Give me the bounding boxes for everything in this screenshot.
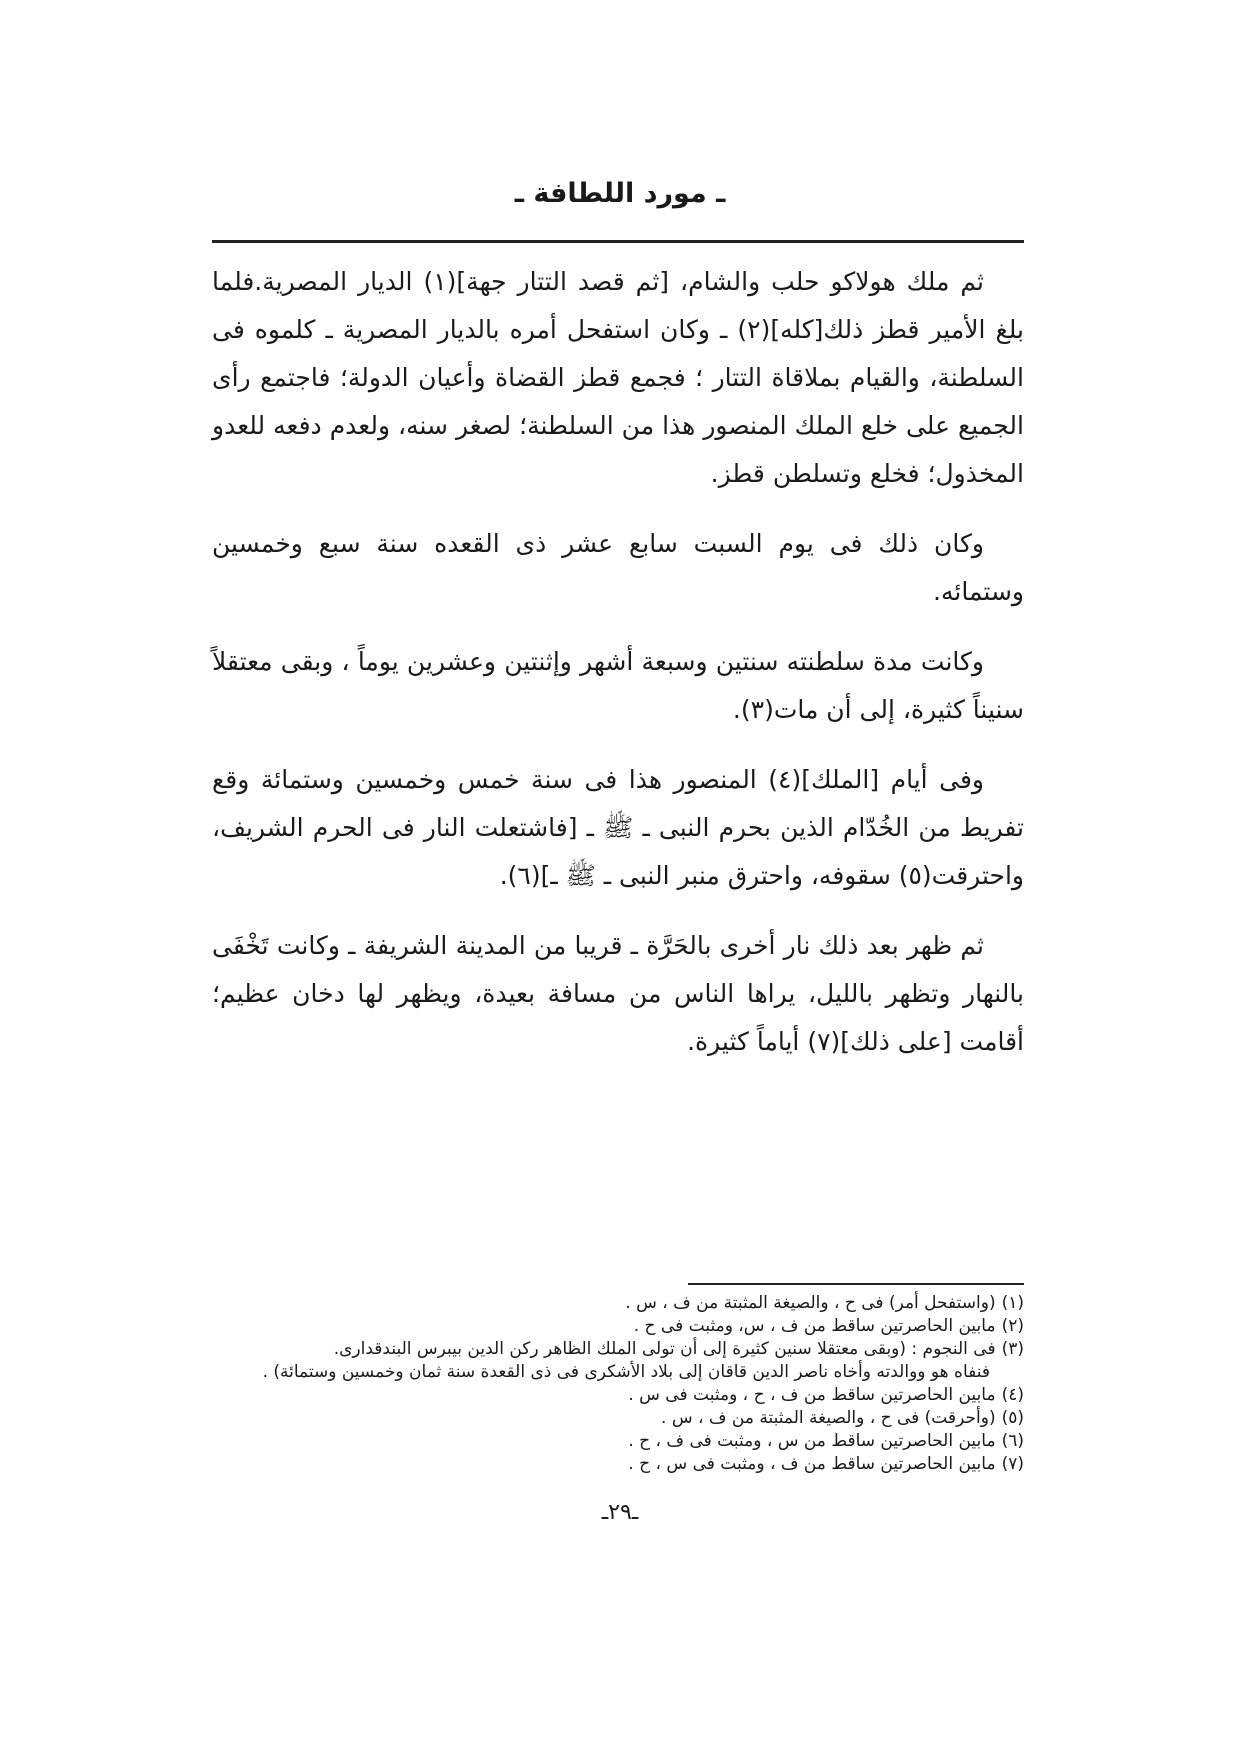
main-text (212, 258, 1024, 1088)
paragraph: وفى أيام [الملك](٤) المنصور هذا فى سنة خمس وخمسين وستمائة وقع تفريط من الخُدّام الذين بحرم النبى ـ ﷺ ـ [فاشتعلت النار فى الحرم الشريف، واحترقت(٥) سقوفه، واحترق منبر النبى ـ ﷺ ـ](٦). (212, 765, 1024, 890)
footnote (212, 1315, 1024, 1338)
header-rule (212, 240, 1024, 243)
footnote-text: مابين الحاصرتين ساقط من س ، ومثبت فى ف ، ح . (628, 1431, 996, 1451)
footnote (212, 1430, 1024, 1453)
footnote-rule (688, 1283, 1024, 1285)
footnote-number: (٤) (1001, 1385, 1024, 1405)
paragraph: ثم ظهر بعد ذلك نار أخرى بالحَرَّة ـ قريبا من المدينة الشريفة ـ وكانت تَخْفَى بالنهار وتظهر بالليل، يراها الناس من مسافة بعيدة، ويظهر لها دخان عظيم؛ أقامت [على ذلك](٧) أياماً كثيرة. (212, 931, 1024, 1056)
paragraph: وكان ذلك فى يوم السبت سابع عشر ذى القعده سنة سبع وخمسين وستمائه. (212, 529, 1024, 606)
running-header: ـ مورد اللطافة ـ (514, 178, 726, 209)
footnote-continuation: فنفاه هو ووالدته وأخاه ناصر الدين قاقان إلى بلاد الأشكرى فى ذى القعدة سنة ثمان وخمسين وستمائة) . (262, 1362, 990, 1382)
footnote (212, 1292, 1024, 1315)
footnotes (212, 1292, 1024, 1476)
footnote-text: (وأحرقت) فى ح ، والصيغة المثبتة من ف ، س . (661, 1408, 996, 1428)
footnote-text: مابين الحاصرتين ساقط من ف ، ومثبت فى س ، ح . (628, 1454, 996, 1474)
footnote-number: (٣) (1001, 1339, 1024, 1359)
paragraph: وكانت مدة سلطنته سنتين وسبعة أشهر وإثنتين وعشرين يوماً ، وبقى معتقلاً سنيناً كثيرة، إلى أن مات(٣). (212, 647, 1024, 724)
footnote (212, 1453, 1024, 1476)
footnote-number: (٥) (1001, 1408, 1024, 1428)
footnote-text: (واستفحل أمر) فى ح ، والصيغة المثبتة من ف ، س . (625, 1293, 996, 1313)
footnote (212, 1407, 1024, 1430)
page-number: ـ٢٩ـ (601, 1500, 639, 1525)
footnote-text: فى النجوم : (وبقى معتقلا سنين كثيرة إلى أن تولى الملك الظاهر ركن الدين بيبرس البندقدارى. (333, 1339, 996, 1359)
footnote (212, 1338, 1024, 1361)
paragraph: ثم ملك هولاكو حلب والشام، [ثم قصد التتار جهة](١) الديار المصرية.فلما بلغ الأمير قطز ذلك[كله](٢) ـ وكان استفحل أمره بالديار المصرية ـ كلموه فى السلطنة، والقيام بملاقاة التتار ؛ فجمع قطز القضاة وأعيان الدولة؛ فاجتمع رأى الجميع على خلع الملك المنصور هذا من السلطنة؛ لصغر سنه، ولعدم دفعه للعدو المخذول؛ فخلع وتسلطن قطز. (212, 267, 1024, 488)
footnote (212, 1384, 1024, 1407)
footnote-number: (٢) (1001, 1316, 1024, 1336)
footnote-text: مابين الحاصرتين ساقط من ف ، ح ، ومثبت فى س . (628, 1385, 996, 1405)
footnote-number: (٦) (1001, 1431, 1024, 1451)
footnote-number: (٧) (1001, 1454, 1024, 1474)
footnote-text: مابين الحاصرتين ساقط من ف ، س، ومثبت فى ح . (633, 1316, 996, 1336)
footnote-number: (١) (1001, 1293, 1024, 1313)
